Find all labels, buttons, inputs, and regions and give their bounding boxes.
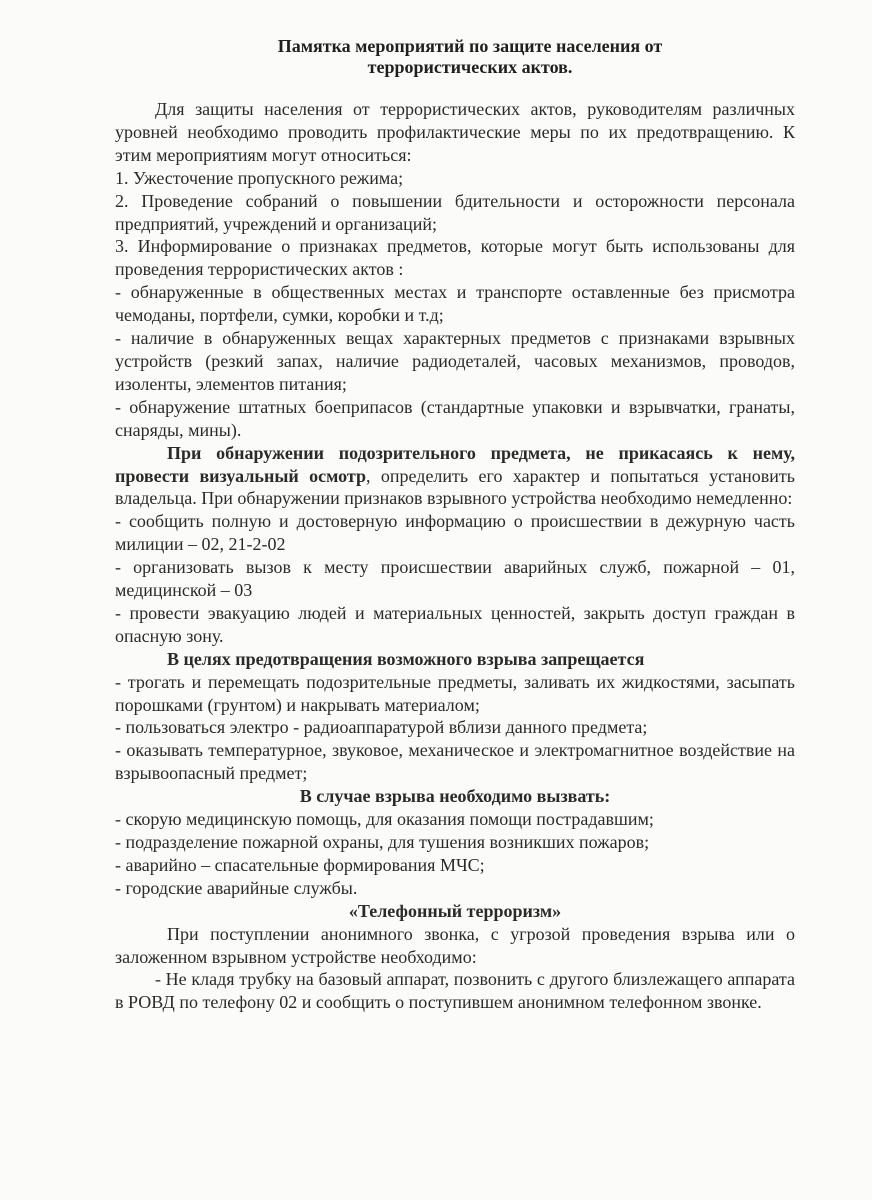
- measure-item: 1. Ужесточение пропускного режима;: [115, 167, 404, 188]
- measure-item: 3. Информирование о признаках предметов, которые могут быть использованы для проведения террористических актов :: [115, 236, 795, 280]
- suspicious-object-rest: , определить его характер и попытаться установить владельца. При обнаружении признаков взрывного устройства необходимо немедленно:: [115, 465, 795, 509]
- prohibited-item: - пользоваться электро - радиоаппаратурой вблизи данного предмета;: [115, 717, 648, 738]
- immediate-action-item: - организовать вызов к месту происшествии аварийных служб, пожарной – 01, медицинской – 03: [115, 557, 795, 601]
- sign-item: - наличие в обнаруженных вещах характерных предметов с признаками взрывных устройств (резкий запах, наличие радиодеталей, часовых механизмов, проводов, изоленты, элементов питания;: [115, 328, 795, 394]
- prohibited-item: - трогать и перемещать подозрительные предметы, заливать их жидкостями, засыпать порошками (грунтом) и накрывать материалом;: [115, 671, 795, 715]
- phone-terrorism-heading: «Телефонный терроризм»: [348, 900, 562, 921]
- sign-item: - обнаруженные в общественных местах и транспорте оставленные без присмотра чемоданы, портфели, сумки, коробки и т.д;: [115, 282, 795, 326]
- explosion-item: - аварийно – спасательные формирования МЧС;: [115, 854, 485, 875]
- document-body: [115, 98, 795, 1014]
- explosion-heading: В случае взрыва необходимо вызвать:: [299, 786, 611, 807]
- measure-item: 2. Проведение собраний о повышении бдительности и осторожности персонала предприятий, учреждений и организаций;: [115, 190, 795, 234]
- prohibited-heading: В целях предотвращения возможного взрыва запрещается: [167, 648, 645, 669]
- prohibited-item: - оказывать температурное, звуковое, механическое и электромагнитное воздействие на взрывоопасный предмет;: [115, 740, 795, 784]
- sign-item: - обнаружение штатных боеприпасов (стандартные упаковки и взрывчатки, гранаты, снаряды, мины).: [115, 396, 795, 440]
- immediate-action-item: - сообщить полную и достоверную информацию о происшествии в дежурную часть милиции – 02, 21-2-02: [115, 511, 795, 555]
- phone-terrorism-intro: При поступлении анонимного звонка, с угрозой проведения взрыва или о заложенном взрывном устройстве необходимо:: [115, 923, 795, 967]
- suspicious-object-bold-lead: При обнаружении подозрительного предмета, не прикасаясь к нему, провести визуальный осмотр: [115, 442, 795, 486]
- document-title-line-2: террористических актов.: [367, 57, 573, 77]
- explosion-item: - городские аварийные службы.: [115, 877, 358, 898]
- intro-paragraph: Для защиты населения от террористических актов, руководителям различных уровней необходимо проводить профилактические меры по их предотвращению. К этим мероприятиям могут относиться:: [115, 99, 795, 165]
- explosion-item: - скорую медицинскую помощь, для оказания помощи пострадавшим;: [115, 809, 654, 830]
- document-title-line-1: Памятка мероприятий по защите населения от: [277, 36, 663, 56]
- phone-terrorism-instruction: - Не кладя трубку на базовый аппарат, позвонить с другого близлежащего аппарата в РОВД по телефону 02 и сообщить о поступившем анонимном телефонном звонке.: [115, 969, 795, 1013]
- explosion-item: - подразделение пожарной охраны, для тушения возникших пожаров;: [115, 832, 650, 852]
- immediate-action-item: - провести эвакуацию людей и материальных ценностей, закрыть доступ граждан в опасную зону.: [115, 602, 795, 646]
- suspicious-object-paragraph: [115, 442, 795, 511]
